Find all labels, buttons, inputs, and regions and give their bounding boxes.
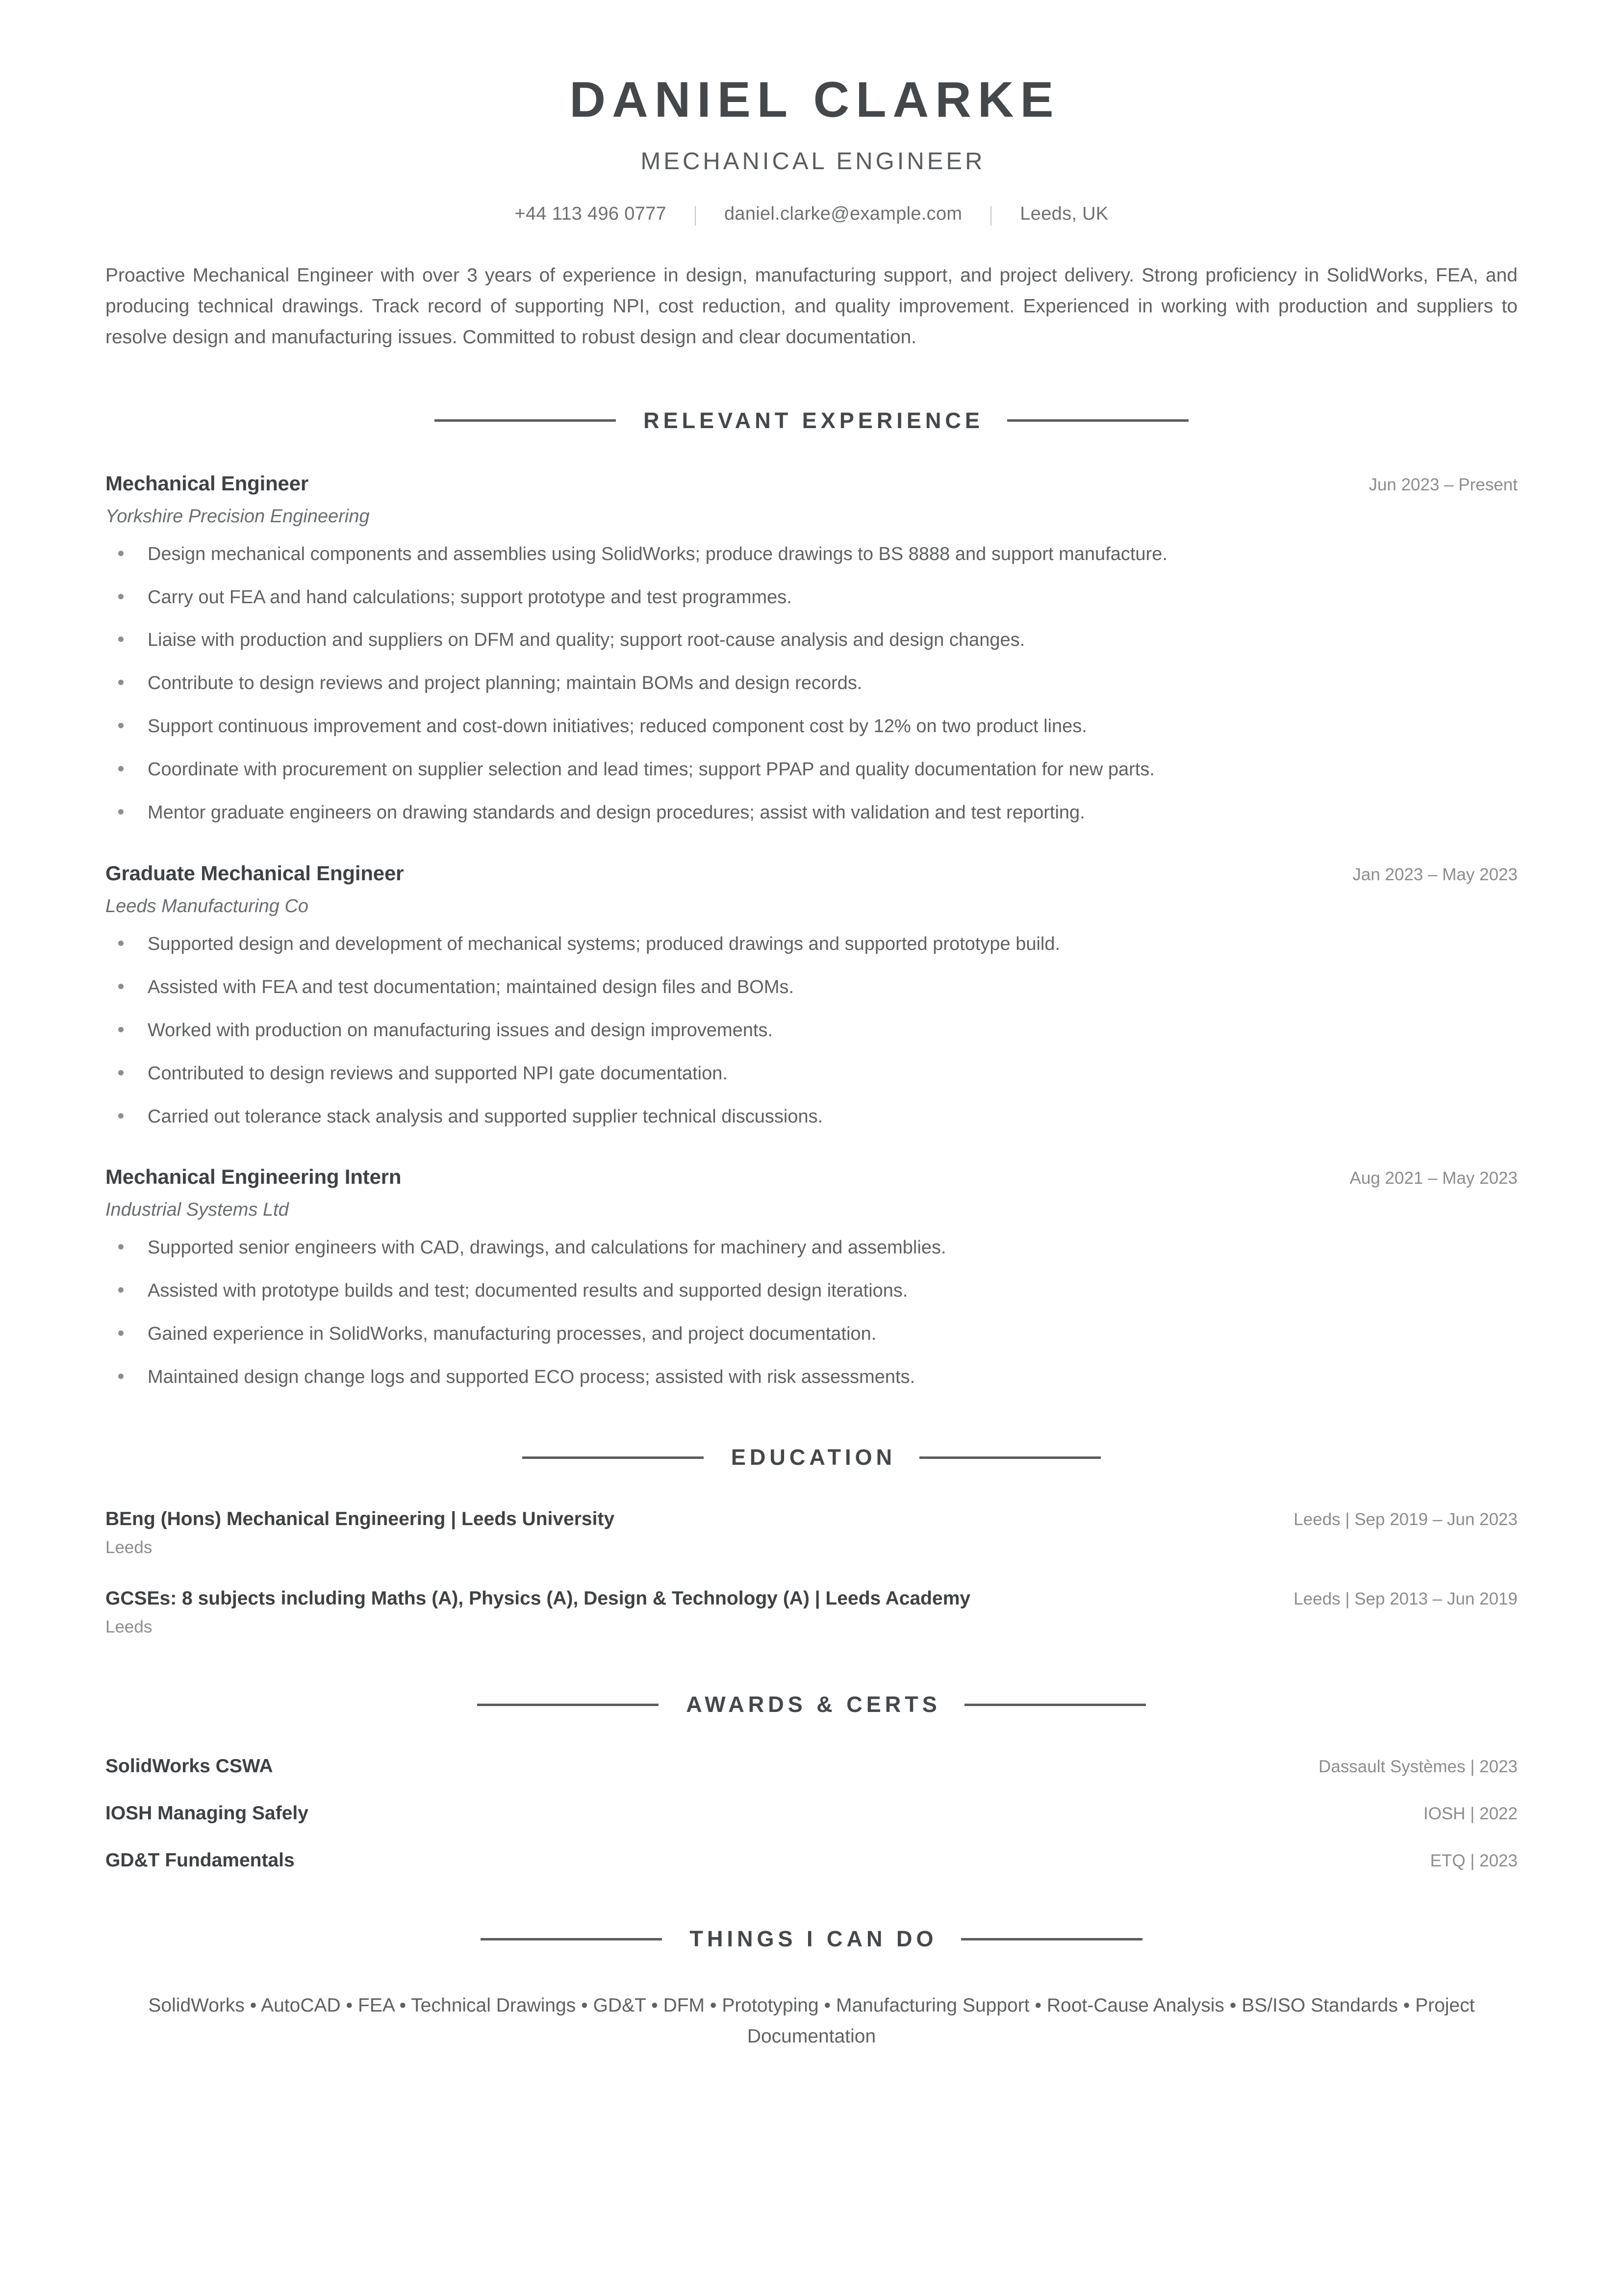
award-name: IOSH Managing Safely — [105, 1803, 308, 1824]
bullet-dot-icon — [118, 551, 124, 556]
experience-list — [105, 472, 1518, 1390]
experience-item — [105, 862, 1518, 1129]
education-location: Leeds — [105, 1617, 152, 1637]
section-title-awards: AWARDS & CERTS — [686, 1692, 941, 1717]
job-bullet — [105, 975, 1518, 1000]
job-dates: Aug 2021 – May 2023 — [1349, 1169, 1518, 1188]
job-title: Mechanical Engineer — [105, 471, 309, 495]
education-item — [105, 1508, 1518, 1557]
bullet-text: Maintained design change logs and supported ECO process; assisted with risk assessments. — [148, 1367, 915, 1388]
job-bullets — [105, 542, 1518, 825]
award-meta: IOSH | 2022 — [1423, 1804, 1518, 1824]
education-degree: BEng (Hons) Mechanical Engineering | Leeds University — [105, 1508, 615, 1530]
award-meta: Dassault Systèmes | 2023 — [1319, 1757, 1518, 1777]
award-meta: ETQ | 2023 — [1430, 1851, 1518, 1871]
award-name: SolidWorks CSWA — [105, 1756, 273, 1777]
education-item — [105, 1588, 1518, 1637]
bullet-dot-icon — [118, 1070, 124, 1075]
location-text: Leeds, UK — [1020, 204, 1109, 225]
bullet-text: Design mechanical components and assemblies using SolidWorks; produce drawings to BS 8888 and support manufacture. — [148, 543, 1167, 564]
award-item — [105, 1803, 1518, 1824]
section-title-education: EDUCATION — [731, 1445, 896, 1470]
bullet-dot-icon — [118, 1374, 124, 1379]
bullet-text: Mentor graduate engineers on drawing standards and design procedures; assist with validation and test reporting. — [148, 802, 1085, 823]
section-heading-education — [105, 1445, 1518, 1470]
contact-line — [105, 204, 1518, 225]
bullet-dot-icon — [118, 941, 124, 946]
section-heading-experience — [105, 408, 1518, 434]
section-rule-left — [477, 1704, 659, 1706]
job-bullet — [105, 800, 1518, 825]
job-header-row — [105, 862, 1518, 885]
phone-text: +44 113 496 0777 — [514, 204, 666, 225]
job-company: Leeds Manufacturing Co — [105, 895, 309, 917]
education-meta: Leeds | Sep 2013 – Jun 2019 — [1293, 1589, 1518, 1609]
section-rule-left — [481, 1938, 662, 1940]
job-bullet — [105, 671, 1518, 696]
bullet-dot-icon — [118, 984, 124, 989]
education-header-row — [105, 1588, 1518, 1609]
section-heading-awards — [105, 1692, 1518, 1717]
contact-divider-2 — [990, 206, 991, 226]
bullet-dot-icon — [118, 1330, 124, 1336]
education-list — [105, 1508, 1518, 1637]
job-bullet — [105, 542, 1518, 567]
bullet-text: Supported senior engineers with CAD, drawings, and calculations for machinery and assemblies. — [148, 1237, 946, 1258]
section-rule-right — [964, 1704, 1146, 1706]
professional-summary: Proactive Mechanical Engineer with over 3 years of experience in design, manufacturing support, and project delivery. Strong proficiency in SolidWorks, FEA, and producing technical drawings. Track record of supporting NPI, cost reduction, and quality improvement. Experienced in working with production and suppliers to resolve design and manufacturing issues. Committed to robust design and clear documentation. — [105, 265, 1518, 348]
section-rule-left — [434, 419, 616, 422]
job-bullet — [105, 932, 1518, 957]
job-title: Graduate Mechanical Engineer — [105, 861, 404, 885]
resume-header — [105, 0, 1518, 225]
job-bullets — [105, 1235, 1518, 1390]
section-title-skills: THINGS I CAN DO — [689, 1926, 938, 1952]
job-bullet — [105, 1018, 1518, 1043]
bullet-text: Carried out tolerance stack analysis and supported supplier technical discussions. — [148, 1106, 823, 1127]
job-bullet — [105, 757, 1518, 782]
experience-item — [105, 472, 1518, 825]
bullet-text: Liaise with production and suppliers on DFM and quality; support root-cause analysis and design changes. — [148, 630, 1025, 651]
award-item — [105, 1850, 1518, 1871]
job-bullet — [105, 1235, 1518, 1260]
bullet-dot-icon — [118, 1113, 124, 1119]
skills-line: SolidWorks • AutoCAD • FEA • Technical Drawings • GD&T • DFM • Prototyping • Manufacturing Support • Root-Cause Analysis • BS/ISO Standards • Project Documentation — [148, 1995, 1475, 2047]
job-bullet — [105, 1322, 1518, 1347]
education-meta: Leeds | Sep 2019 – Jun 2023 — [1293, 1510, 1518, 1530]
bullet-dot-icon — [118, 680, 124, 685]
bullet-dot-icon — [118, 766, 124, 771]
bullet-text: Coordinate with procurement on supplier selection and lead times; support PPAP and quality documentation for new parts. — [148, 759, 1155, 780]
section-rule-left — [522, 1456, 704, 1459]
section-rule-right — [1007, 419, 1189, 422]
job-bullet — [105, 628, 1518, 653]
bullet-text: Contributed to design reviews and supported NPI gate documentation. — [148, 1063, 728, 1084]
job-company: Yorkshire Precision Engineering — [105, 506, 370, 527]
bullet-text: Support continuous improvement and cost-down initiatives; reduced component cost by 12% on two product lines. — [148, 716, 1087, 737]
job-header-row — [105, 1165, 1518, 1189]
bullet-dot-icon — [118, 594, 124, 599]
job-title: Mechanical Engineering Intern — [105, 1165, 402, 1189]
bullet-dot-icon — [118, 1287, 124, 1293]
bullet-text: Gained experience in SolidWorks, manufacturing processes, and project documentation. — [148, 1324, 877, 1345]
job-bullet — [105, 1278, 1518, 1303]
page-bottom-spacer — [105, 2052, 1518, 2135]
bullet-text: Contribute to design reviews and project planning; maintain BOMs and design records. — [148, 673, 862, 694]
experience-item — [105, 1165, 1518, 1390]
candidate-name: DANIEL CLARKE — [569, 72, 1060, 128]
section-heading-skills — [105, 1926, 1518, 1952]
bullet-text: Supported design and development of mechanical systems; produced drawings and supported prototype build. — [148, 933, 1061, 954]
awards-list — [105, 1756, 1518, 1871]
education-header-row — [105, 1508, 1518, 1530]
award-name: GD&T Fundamentals — [105, 1850, 295, 1871]
candidate-role: MECHANICAL ENGINEER — [640, 148, 986, 175]
bullet-dot-icon — [118, 637, 124, 642]
bullet-dot-icon — [118, 809, 124, 815]
job-dates: Jan 2023 – May 2023 — [1352, 865, 1518, 884]
job-bullets — [105, 932, 1518, 1129]
job-bullet — [105, 714, 1518, 739]
section-rule-right — [919, 1456, 1101, 1459]
job-dates: Jun 2023 – Present — [1369, 475, 1518, 494]
job-bullet — [105, 1104, 1518, 1129]
job-company: Industrial Systems Ltd — [105, 1199, 289, 1221]
award-item — [105, 1756, 1518, 1777]
email-text[interactable]: daniel.clarke@example.com — [724, 204, 963, 225]
job-header-row — [105, 472, 1518, 495]
section-rule-right — [961, 1938, 1142, 1940]
education-location: Leeds — [105, 1538, 152, 1557]
section-title-experience: RELEVANT EXPERIENCE — [643, 408, 984, 433]
bullet-dot-icon — [118, 723, 124, 728]
job-bullet — [105, 585, 1518, 610]
education-degree: GCSEs: 8 subjects including Maths (A), Physics (A), Design & Technology (A) | Leeds Academy — [105, 1588, 971, 1609]
bullet-text: Assisted with prototype builds and test; documented results and supported design iterations. — [148, 1280, 908, 1301]
bullet-dot-icon — [118, 1027, 124, 1032]
bullet-text: Assisted with FEA and test documentation; maintained design files and BOMs. — [148, 976, 794, 997]
bullet-dot-icon — [118, 1244, 124, 1250]
bullet-text: Worked with production on manufacturing issues and design improvements. — [148, 1020, 773, 1041]
job-bullet — [105, 1365, 1518, 1390]
job-bullet — [105, 1061, 1518, 1086]
bullet-text: Carry out FEA and hand calculations; support prototype and test programmes. — [148, 587, 792, 608]
contact-divider-1 — [695, 206, 696, 226]
